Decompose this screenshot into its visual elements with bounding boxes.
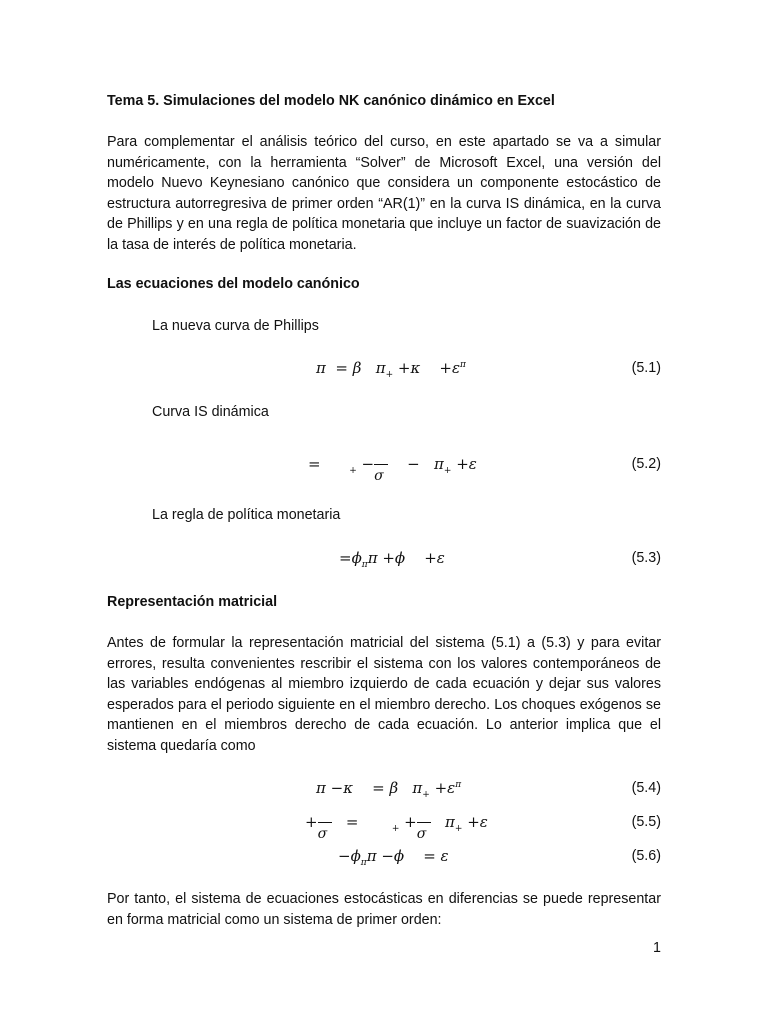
closing-paragraph: Por tanto, el sistema de ecuaciones estocásticas en diferencias se puede representar en forma matricial como un sistema de primer orden: [107, 891, 661, 928]
equation-5-2-formula: = $_+$ − σ − $\pi_+ +\varepsilon$ [308, 455, 477, 484]
document-title: Tema 5. Simulaciones del modelo NK canónico dinámico en Excel [107, 93, 555, 109]
equation-5-3 [107, 548, 661, 574]
equation-5-5-formula: + σ = $_+$ + σ $\pi_+ +\varepsilon$ [305, 813, 488, 842]
equation-5-6-number: (5.6) [631, 848, 661, 864]
equation-5-1-formula: π = β $\pi_+ +\kappa$ $+\varepsilon^\pi$ [316, 359, 466, 380]
matrix-paragraph: Antes de formular la representación matricial del sistema (5.1) a (5.3) y para evitar errores, resulta convenientes rescribir el sistema con los valores contemporáneos de las variables endógenas al miembro izquierdo de cada ecuación y dejar sus valores esperados para el periodo siguiente en el miembro derecho. Los choques exógenos se mantienen en el miembros derecho de cada ecuación. Lo anterior implica que el sistema quedaría como [107, 635, 661, 754]
eq3-label: La regla de política monetaria [152, 507, 341, 523]
eq2-label: Curva IS dinámica [152, 404, 269, 420]
section-heading-equations: Las ecuaciones del modelo canónico [107, 276, 360, 292]
equation-5-6 [107, 846, 661, 872]
equation-5-4-formula: π −κ = β $\pi_+ +\varepsilon^\pi$ [316, 779, 462, 800]
equation-5-5 [107, 812, 661, 842]
equation-5-6-formula: $-\phi_\pi\pi -\phi$ = ε [338, 847, 449, 868]
eq1-label: La nueva curva de Phillips [152, 318, 319, 334]
equation-5-1 [107, 358, 661, 384]
equation-5-2-number: (5.2) [631, 456, 661, 472]
equation-5-4-number: (5.4) [631, 780, 661, 796]
equation-5-3-formula: $=\phi_\pi\pi +\phi$ +ε [339, 549, 445, 570]
equation-5-5-number: (5.5) [631, 814, 661, 830]
equation-5-3-number: (5.3) [631, 550, 661, 566]
equation-5-1-number: (5.1) [631, 360, 661, 376]
equation-5-2 [107, 454, 661, 484]
page-number: 1 [653, 940, 661, 956]
intro-paragraph: Para complementar el análisis teórico del curso, en este apartado se va a simular numéricamente, con la herramienta “Solver” de Microsoft Excel, una versión del modelo Nuevo Keynesiano canónico que considera un componente estocástico de estructura autorregresiva de primer orden “AR(1)” en la curva IS dinámica, en la curva de Phillips y en una regla de política monetaria que incluye un factor de suavización de la tasa de interés de política monetaria. [107, 134, 661, 253]
equation-5-4 [107, 778, 661, 804]
section-heading-matrix: Representación matricial [107, 594, 278, 610]
